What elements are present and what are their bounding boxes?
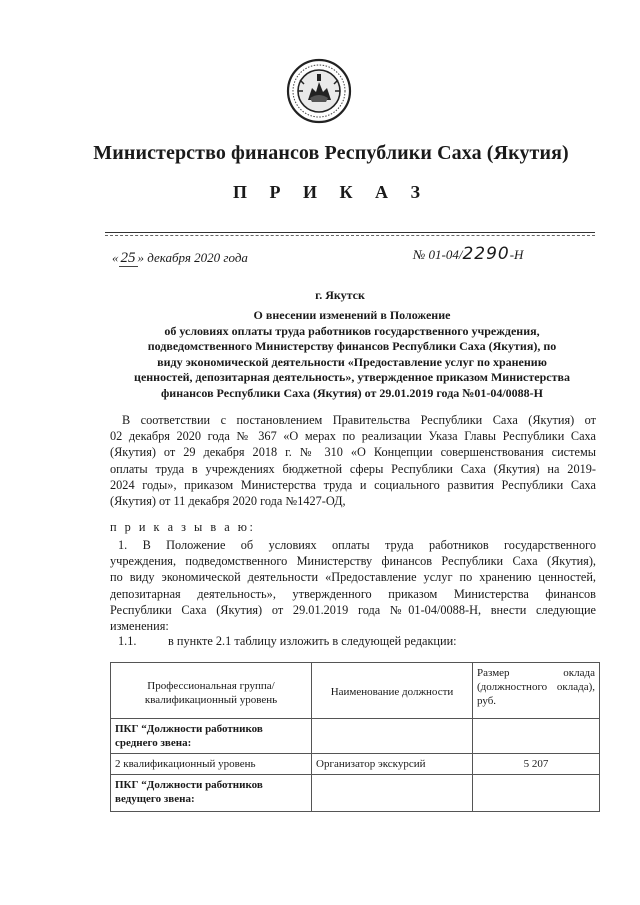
coat-of-arms-emblem <box>286 58 352 124</box>
item-1-paragraph <box>110 537 596 634</box>
date-month-year: декабря 2020 года <box>147 250 248 265</box>
subpoint-number: 1.1. <box>118 634 137 648</box>
preamble-line: оплаты труда в учреждениях бюджетной сферы Республики Саха (Якутия) на 2019- <box>110 461 596 476</box>
table-cell-position <box>312 775 473 812</box>
item-1-line: учреждения, подведомственного Министерству финансов Республики Саха (Якутия), <box>110 554 596 569</box>
date-day: 25 <box>120 250 136 266</box>
table-header-cell: Наименование должности <box>312 663 473 719</box>
item-1-line: депозитарная деятельность», утвержденного приказом Министерства финансов <box>110 586 596 601</box>
preamble-line: 2024 годы», приказом Министерства труда и социального развития Республики Саха <box>110 477 596 492</box>
table-header-cell: Профессиональная группа/ квалификационный уровень <box>111 663 312 719</box>
order-number <box>413 244 523 264</box>
order-subject <box>110 308 594 401</box>
subpoint-text: в пункте 2.1 таблицу изложить в следующей редакции: <box>168 634 457 648</box>
preamble-line: В соответствии с постановлением Правительства Республики Саха (Якутия) от <box>122 413 596 427</box>
orders-word: п р и к а з ы в а ю: <box>110 520 256 534</box>
item-1-line: 1. В Положение об условиях оплаты труда работников государственного <box>118 538 596 552</box>
order-number-prefix: № 01-04/ <box>413 247 463 262</box>
preamble-line: (Якутия) от 29 декабря 2018 г. № 310 «О Концепции совершенствования системы <box>110 445 596 460</box>
item-1-line: изменения: <box>110 619 169 634</box>
subject-line: финансов Республики Саха (Якутия) от 29.01.2019 года №01-04/0088-Н <box>161 385 543 400</box>
order-number-suffix: -Н <box>509 247 524 262</box>
table-cell-group: ПКГ “Должности работников среднего звена: <box>111 719 312 754</box>
table-row <box>111 754 600 775</box>
item-1-line: по виду экономической деятельности «Предоставление услуг по хранению ценностей, <box>110 570 596 585</box>
city: г. Якутск <box>315 288 365 302</box>
table-cell-salary <box>473 719 600 754</box>
item-1-line: Республики Саха (Якутия) от 29.01.2019 года №01-04/0088-Н, внести следующие <box>110 602 596 617</box>
header-divider <box>105 232 595 233</box>
order-date <box>112 250 248 267</box>
table-cell-position: Организатор экскурсий <box>312 754 473 775</box>
table-row <box>111 775 600 812</box>
table-cell-salary <box>473 775 600 812</box>
subject-line: виду экономической деятельности «Предоставление услуг по хранению <box>157 354 547 369</box>
date-open-quote: « <box>112 250 119 265</box>
table-cell-group: 2 квалификационный уровень <box>111 754 312 775</box>
table-row <box>111 719 600 754</box>
document-type: П Р И К А З <box>232 182 430 202</box>
table-cell-group: ПКГ “Должности работников ведущего звена: <box>111 775 312 812</box>
preamble-line: (Якутия) от 11 декабря 2020 года №1427-ОД, <box>110 494 346 509</box>
table-cell-salary: 5 207 <box>473 754 600 775</box>
subject-line: О внесении изменений в Положение <box>253 308 451 322</box>
order-number-handwritten: 2290 <box>462 244 510 264</box>
subject-line: об условиях оплаты труда работников государственного учреждения, <box>164 323 540 338</box>
subject-line: ценностей, депозитарная деятельность», утвержденное приказом Министерства <box>134 370 570 384</box>
salary-table <box>110 662 600 812</box>
table-header-row <box>111 663 600 719</box>
table-header-cell: Размер оклада (должностного оклада), руб. <box>473 663 600 719</box>
subpoint-1-1 <box>118 634 457 649</box>
preamble-paragraph <box>110 412 596 509</box>
preamble-line: 02 декабря 2020 года № 367 «О мерах по реализации Указа Главы Республики Саха <box>110 429 596 444</box>
ministry-name: Министерство финансов Республики Саха (Якутия) <box>93 142 569 164</box>
table-cell-position <box>312 719 473 754</box>
header-divider-dashed <box>105 235 595 236</box>
subject-line: подведомственного Министерству финансов Республики Саха (Якутия), по <box>147 339 557 353</box>
date-close-quote: » <box>137 250 144 265</box>
